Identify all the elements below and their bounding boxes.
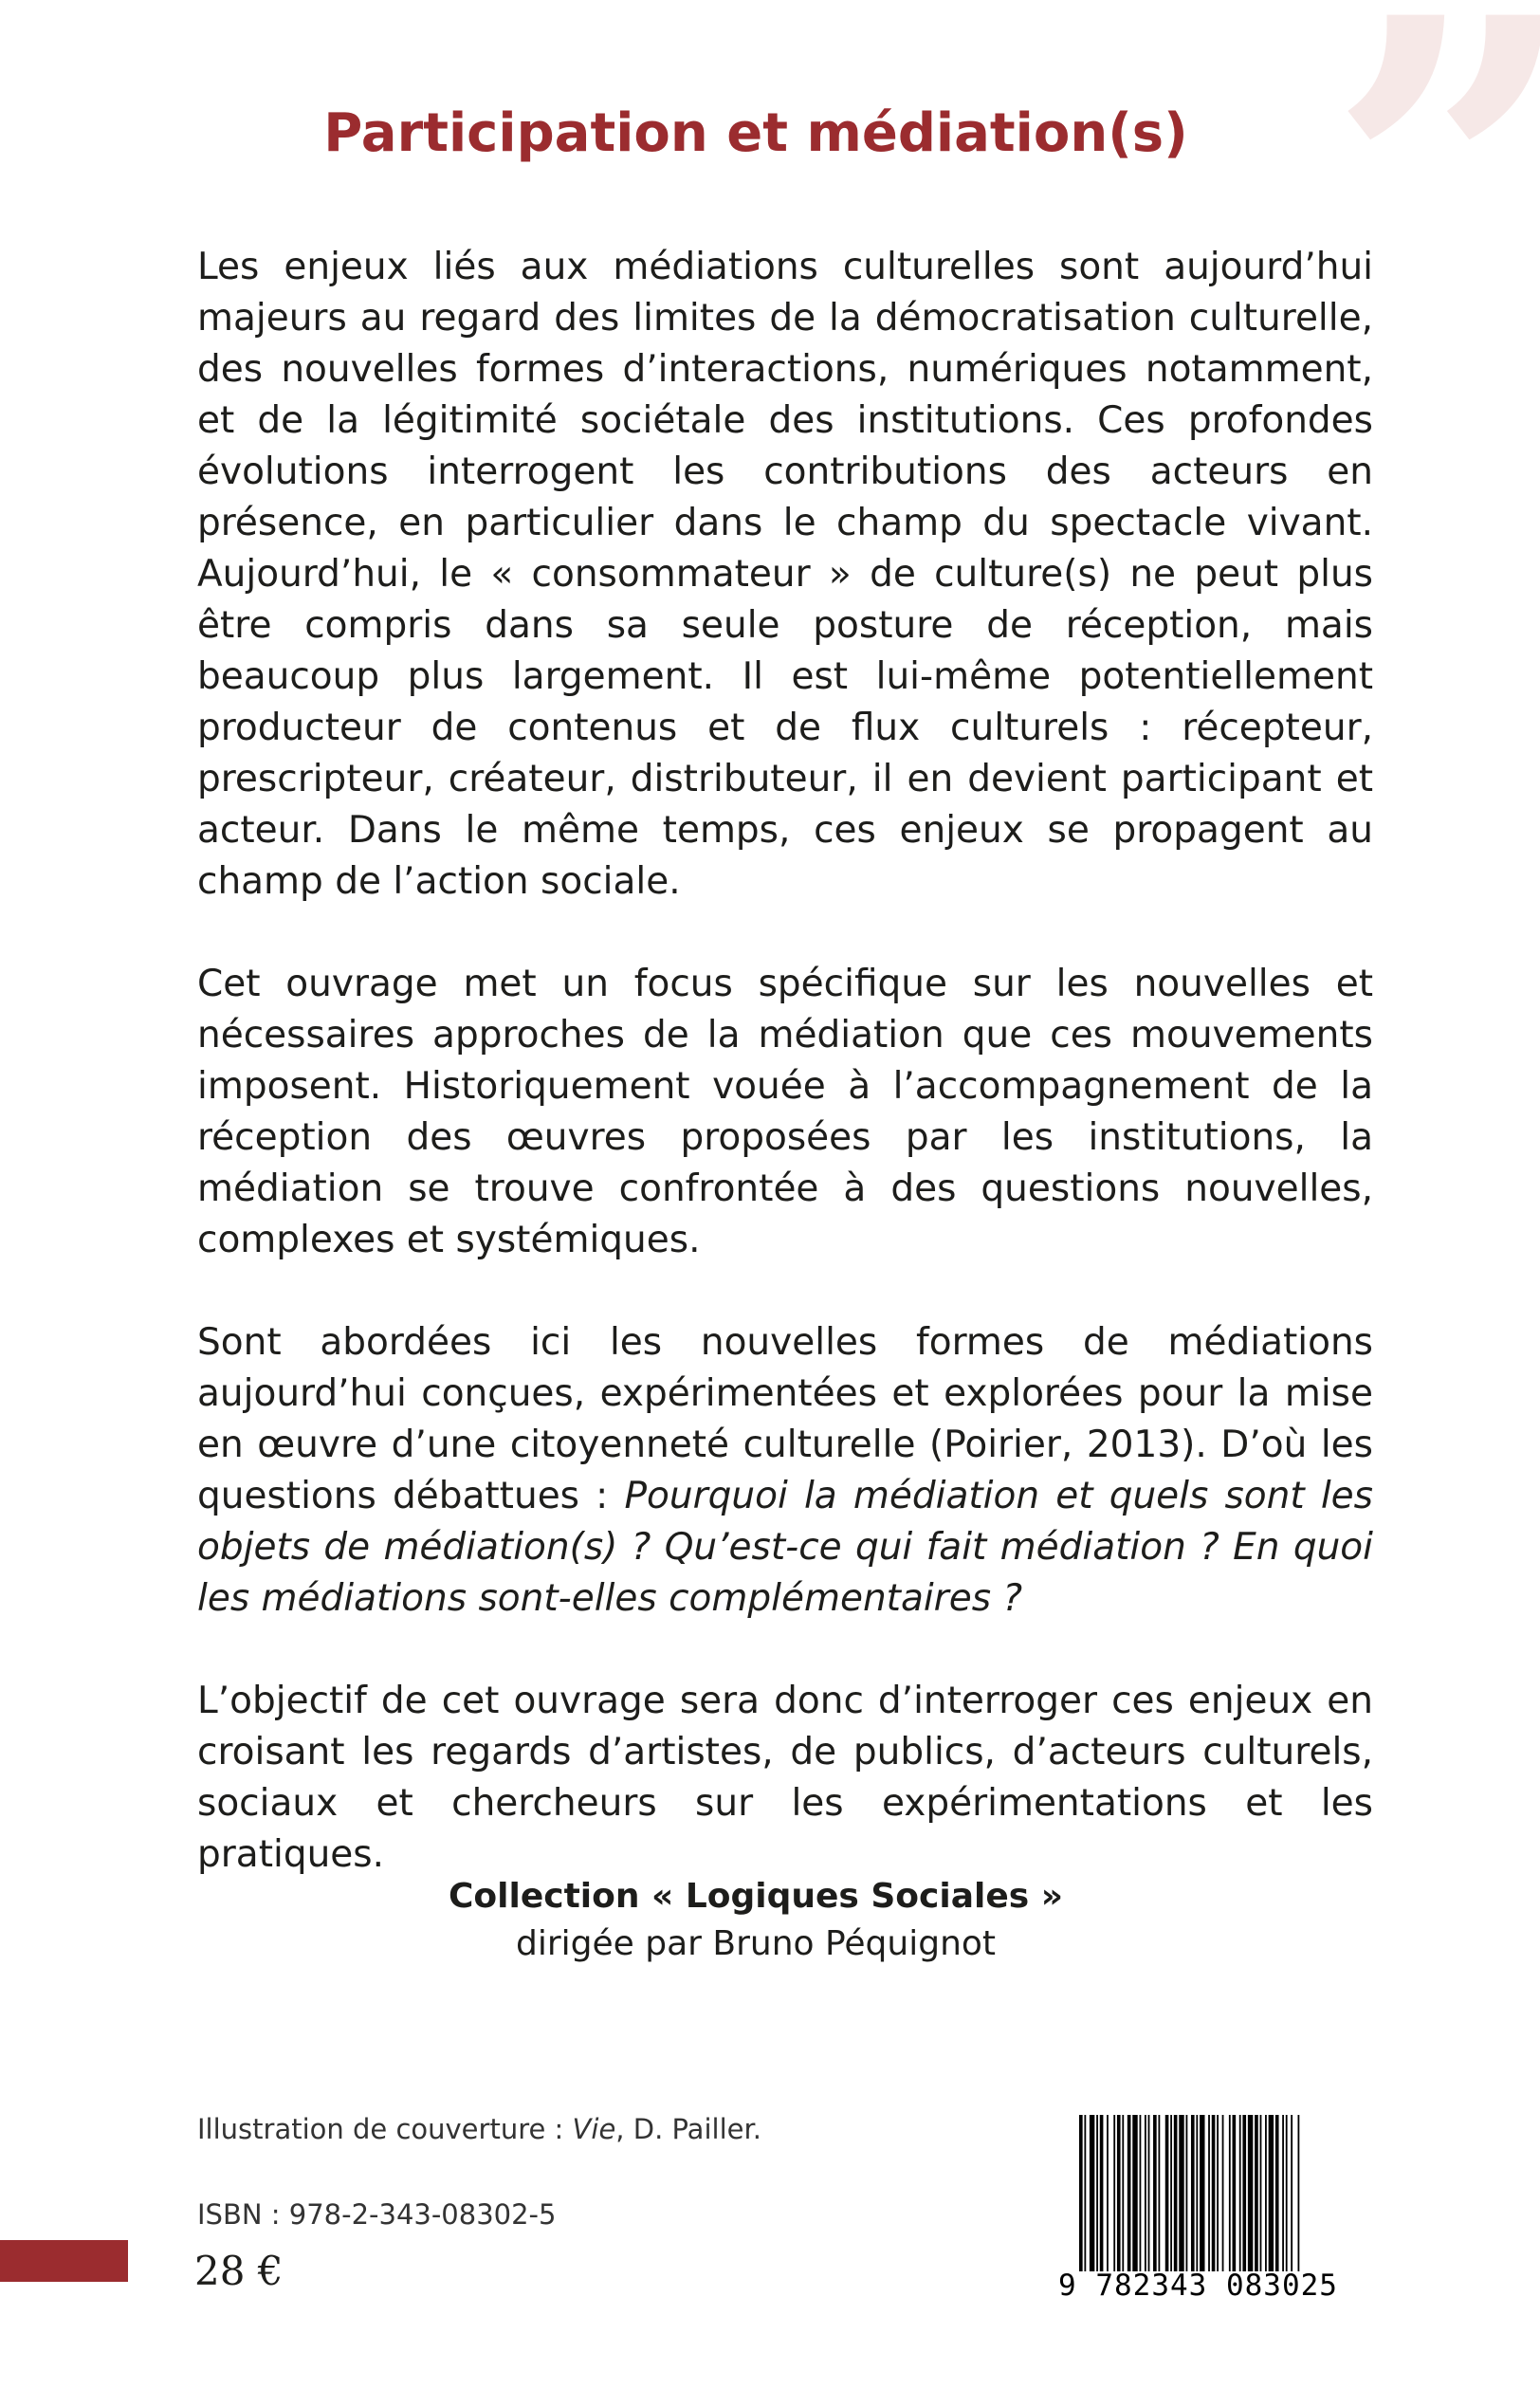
credit-prefix: Illustration de couverture : — [197, 2113, 573, 2145]
book-title: Participation et médiation(s) — [323, 102, 1188, 164]
summary-paragraph-1: Les enjeux liés aux médiations culturelles sont aujourd’hui majeurs au regard des limites de la démocratisation culturelle, des nouvelles formes d’interactions, numériques notamment, et de la légitimité sociétale des institutions. Ces profondes évolutions interrogent les contributions des acteurs en présence, en particulier dans le champ du spectacle vivant. Aujourd’hui, le « consommateur » de culture(s) ne peut plus être compris dans sa seule posture de réception, mais beaucoup plus largement. Il est lui-même potentiellement producteur de contenus et de flux culturels : récepteur, prescripteur, créateur, distributeur, il en devient participant et acteur. Dans le même temps, ces enjeux se propagent au champ de l’action sociale. — [197, 246, 1373, 903]
credit-artist: , D. Pailler. — [615, 2113, 761, 2145]
isbn-label: ISBN : 978-2-343-08302-5 — [197, 2198, 557, 2231]
summary-paragraph-3 — [197, 1317, 1373, 1625]
collection-info — [0, 1873, 1512, 1968]
summary-paragraph-2: Cet ouvrage met un focus spécifique sur les nouvelles et nécessaires approches de la médiation que ces mouvements imposent. Historiquement vouée à l’accompagnement de la réception des œuvres proposées par les institutions, la médiation se trouve confrontée à des questions nouvelles, complexes et systémiques. — [197, 963, 1373, 1261]
collection-name: Collection « Logiques Sociales » — [449, 1877, 1063, 1916]
paragraph-3-intro: Sont abordées ici les nouvelles formes de médiations aujourd’hui conçues, expérimentées et explorées pour la mise en œuvre d’une citoyenneté culturelle (Poirier, 2013). D’où les questions débattues : — [197, 1321, 1373, 1517]
price-label: 28 € — [194, 2248, 284, 2294]
decorative-quote-mark: ” — [1327, 0, 1540, 436]
accent-bar — [0, 2240, 128, 2282]
collection-director: dirigée par Bruno Péquignot — [515, 1924, 997, 1963]
credit-work-title: Vie — [572, 2113, 616, 2145]
cover-illustration-credit — [197, 2113, 761, 2145]
back-cover-summary — [197, 242, 1373, 1932]
barcode-digits: 9 782343 083025 — [1058, 2269, 1338, 2303]
summary-paragraph-4: L’objectif de cet ouvrage sera donc d’interroger ces enjeux en croisant les regards d’artistes, de publics, d’acteurs culturels, sociaux et chercheurs sur les expérimentations et les pratiques. — [197, 1680, 1373, 1876]
paragraph-3-questions: Pourquoi la médiation et quels sont les objets de médiation(s) ? Qu’est-ce qui fait médiation ? En quoi les médiations sont-elles complémentaires ? — [197, 1475, 1373, 1620]
barcode-bars — [1075, 2115, 1371, 2271]
